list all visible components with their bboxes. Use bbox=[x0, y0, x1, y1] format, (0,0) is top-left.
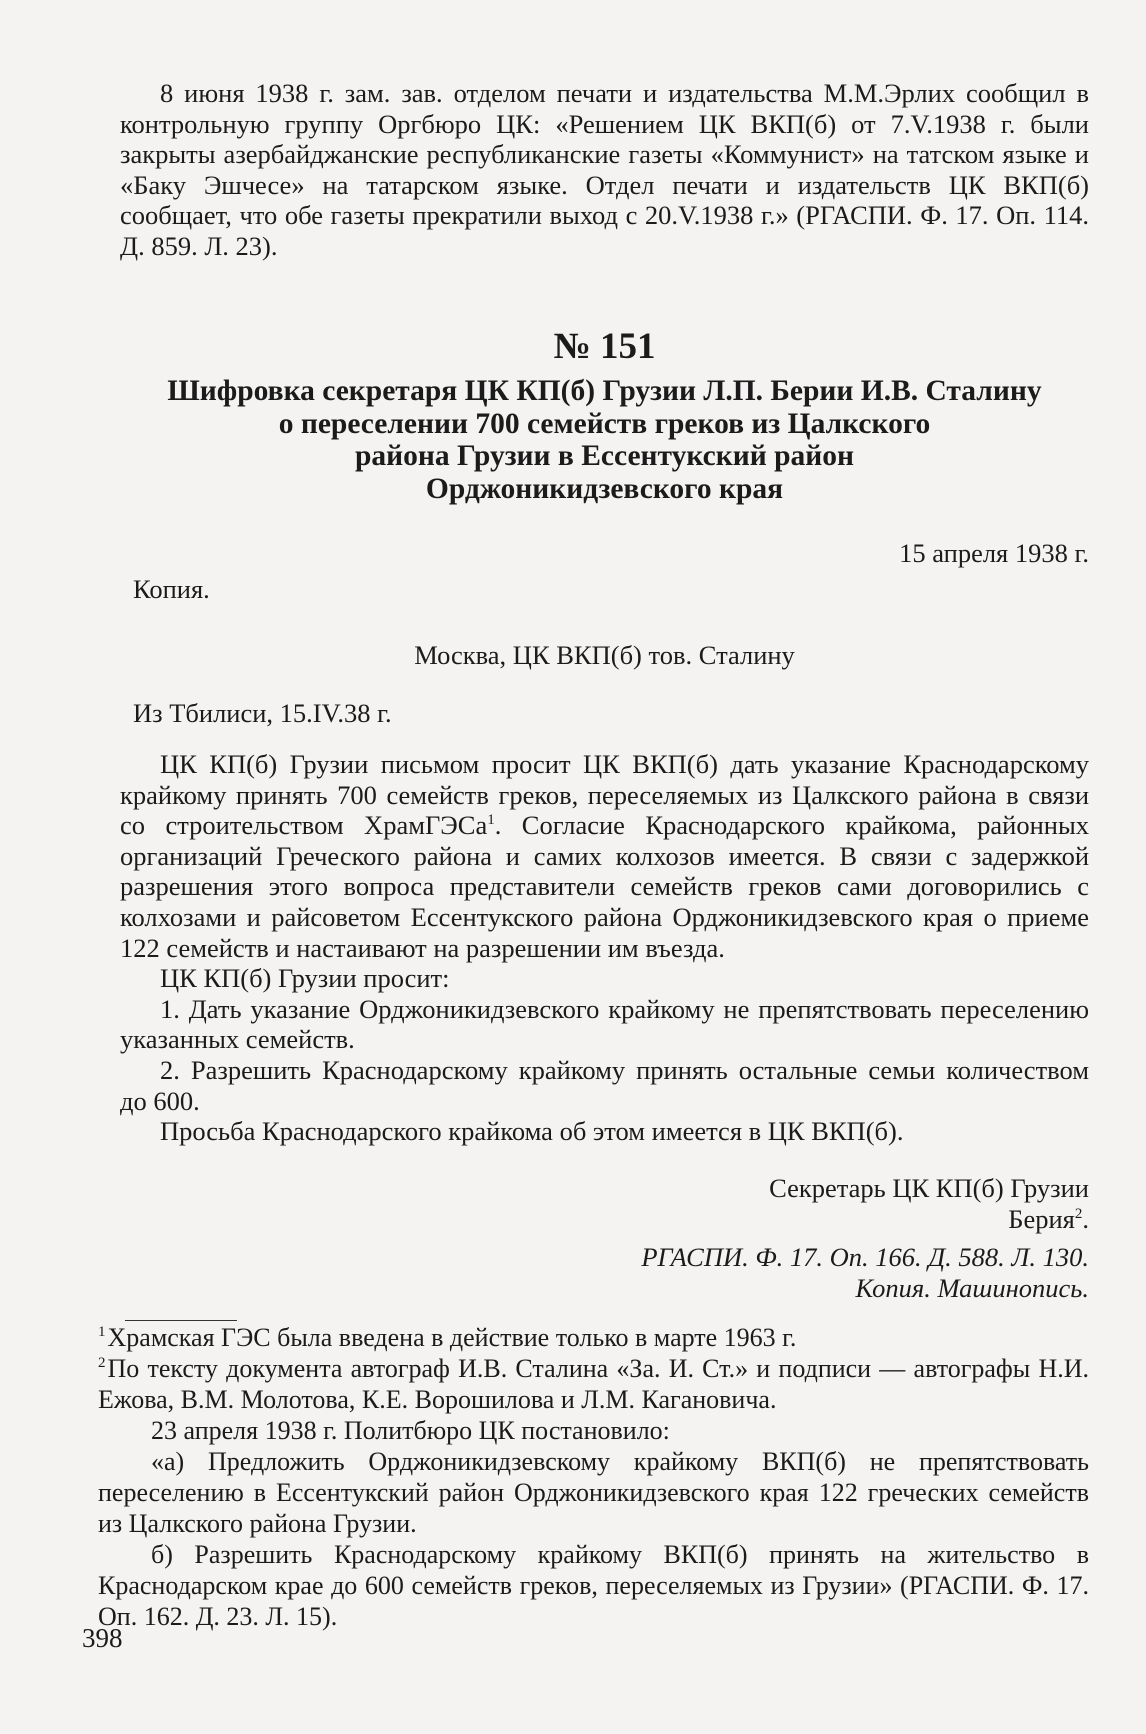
signature-name bbox=[120, 1204, 1089, 1235]
title-line-1: Шифровка секретаря ЦК КП(б) Грузии Л.П. Берии И.В. Сталину bbox=[167, 375, 1042, 407]
archive-reference: РГАСПИ. Ф. 17. Оп. 166. Д. 588. Л. 130. bbox=[641, 1242, 1089, 1273]
body-paragraph-3: 1. Дать указание Орджоникидзевского крайкому не препятствовать переселению указанных семейств. bbox=[120, 993, 1089, 1055]
footnotes bbox=[98, 1322, 1089, 1632]
body-paragraph-1-part-a: ЦК КП(б) Грузии письмом просит ЦК ВКП(б) дать указание Краснодарскому крайкому принять 700 семейств греков, переселяемых из Цалкского района в связи со строительством ХрамГЭСа bbox=[120, 749, 1089, 841]
origin: Из Тбилиси, 15.IV.38 г. bbox=[133, 698, 392, 728]
footnote-1 bbox=[98, 1322, 1089, 1353]
copy-label-block bbox=[120, 574, 1089, 605]
signature-surname: Берия bbox=[1008, 1203, 1075, 1234]
archive-copy-note: Копия. Машинопись. bbox=[855, 1272, 1089, 1303]
body-paragraph-4: 2. Разрешить Краснодарскому крайкому принять остальные семьи количеством до 600. bbox=[120, 1054, 1089, 1116]
document-date: 15 апреля 1938 г. bbox=[899, 538, 1089, 568]
footnote-2-paragraph-2: 23 апреля 1938 г. Политбюро ЦК постановило: bbox=[151, 1416, 670, 1445]
footnote-ref-1: 1 bbox=[487, 812, 495, 829]
title-line-4: Орджоникидзевского края bbox=[425, 472, 784, 505]
footnote-1-mark: 1 bbox=[98, 1324, 106, 1341]
page-number: 398 bbox=[82, 1623, 123, 1653]
title-line-3: района Грузии в Ессентукский район bbox=[354, 440, 855, 472]
body-paragraph-1-part-b: . Согласие Краснодарского крайкома, районных организаций Греческого района и самих колхозов имеется. В связи с задержкой разрешения этого вопроса представители семейств греков сами договорились с колхозами и райсоветом Ессентукского района Орджоникидзевского края о приеме 122 семейств и настаивают на разрешении им въезда. bbox=[120, 810, 1090, 963]
signature-block bbox=[120, 1173, 1089, 1303]
origin-block bbox=[120, 698, 1089, 729]
body-paragraph-5: Просьба Краснодарского крайкома об этом имеется в ЦК ВКП(б). bbox=[160, 1116, 904, 1147]
footnote-2 bbox=[98, 1353, 1089, 1415]
signature-title: Секретарь ЦК КП(б) Грузии bbox=[769, 1173, 1089, 1203]
body-paragraph-2: ЦК КП(б) Грузии просит: bbox=[160, 963, 450, 994]
document-header bbox=[120, 325, 1089, 368]
signature-period: . bbox=[1082, 1203, 1089, 1234]
footnote-2-text: По тексту документа автограф И.В. Сталина «За. И. Ст.» и подписи — автографы Н.И. Ежова, В.М. Молотова, К.Е. Ворошилова и Л.М. Кагановича. bbox=[98, 1354, 1089, 1414]
footnote-ref-2: 2 bbox=[1074, 1205, 1083, 1222]
intro-block bbox=[120, 78, 1089, 262]
footnote-2-mark: 2 bbox=[98, 1355, 106, 1372]
intro-paragraph: 8 июня 1938 г. зам. зав. отделом печати и издательства М.М.Эрлих сообщил в контрольную группу Оргбюро ЦК: «Решением ЦК ВКП(б) от 7.V.1938 г. были закрыты азербайджанские республиканские газеты «Коммунист» на татском языке и «Баку Эшчесе» на татарском языке. Отдел печати и издательств ЦК ВКП(б) сообщает, что обе газеты прекратили выход с 20.V.1938 г.» (РГАСПИ. Ф. 17. Оп. 114. Д. 859. Л. 23). bbox=[120, 78, 1089, 261]
title-line-2: о переселении 700 семейств греков из Цалкского bbox=[278, 407, 931, 440]
footnote-2-paragraph-4: б) Разрешить Краснодарскому крайкому ВКП(б) принять на жительство в Краснодарском крае до 600 семейств греков, переселяемых из Грузии» (РГАСПИ. Ф. 17. Оп. 162. Д. 23. Л. 15). bbox=[98, 1540, 1089, 1631]
footnote-divider bbox=[125, 1320, 237, 1321]
footnote-1-text: Храмская ГЭС была введена в действие только в марте 1963 г. bbox=[107, 1323, 797, 1352]
document-date-block bbox=[120, 538, 1089, 569]
body-paragraph-1 bbox=[120, 749, 1089, 963]
document-title bbox=[120, 375, 1089, 505]
footnote-2-paragraph-3: «а) Предложить Орджоникидзевскому крайкому ВКП(б) не препятствовать переселению в Ессентукский район Орджоникидзевского края 122 греческих семейств из Цалкского района Грузии. bbox=[98, 1447, 1089, 1538]
document-number: № 151 bbox=[553, 326, 656, 367]
addressee: Москва, ЦК ВКП(б) тов. Сталину bbox=[414, 640, 795, 670]
document-body bbox=[120, 749, 1089, 1147]
copy-label: Копия. bbox=[133, 574, 210, 604]
addressee-block bbox=[120, 640, 1089, 671]
